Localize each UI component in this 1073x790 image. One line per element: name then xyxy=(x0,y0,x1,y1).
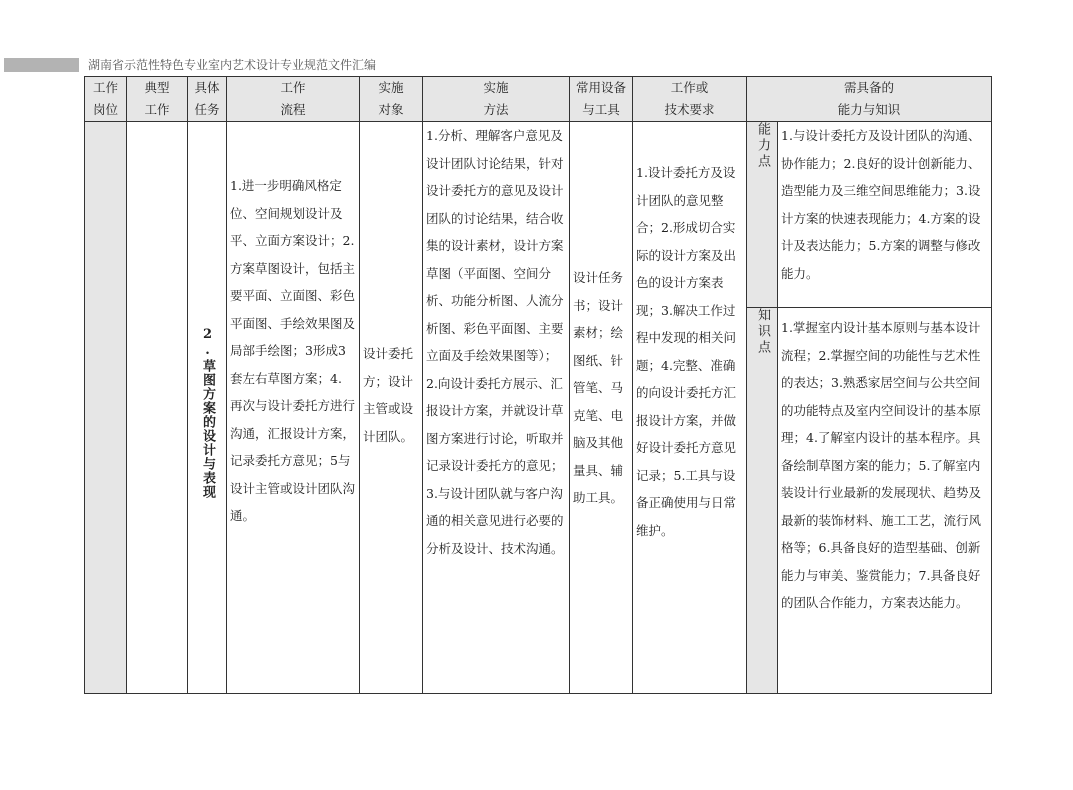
method-text: 1.分析、理解客户意见及设计团队讨论结果，针对设计委托方的意见及设计团队的讨论结果，结合收集的设计素材，设计方案草图（平面图、空间分析、功能分析图、人流分析图、彩色平面图、主要立面及手绘效果图等）；2.向设计委托方展示、汇报设计方案，并就设计草图方案进行讨论，听取并记录设计委托方的意见；3.与设计团队就与客户沟通的相关意见进行必要的分析及设计、技术沟通。 xyxy=(426,128,564,556)
task-label: 2.草图方案的设计与表现 xyxy=(200,327,215,499)
cell-ability-label xyxy=(747,122,778,308)
table-row xyxy=(85,122,992,308)
work-process-table xyxy=(84,76,992,694)
col-header-task: 具体 任务 xyxy=(188,77,227,122)
col-header-flow: 工作 流程 xyxy=(227,77,360,122)
col-header-typical-work: 典型 工作 xyxy=(127,77,188,122)
cell-knowledge xyxy=(778,308,992,694)
target-text: 设计委托方；设计主管或设计团队。 xyxy=(363,346,414,444)
tools-text: 设计任务书；设计素材；绘图纸、针管笔、马克笔、电脑及其他量具、辅助工具。 xyxy=(573,270,624,505)
document-header-title: 湖南省示范性特色专业室内艺术设计专业规范文件汇编 xyxy=(88,58,377,72)
cell-target xyxy=(360,122,423,694)
cell-ability xyxy=(778,122,992,308)
cell-knowledge-label xyxy=(747,308,778,694)
cell-typical-work xyxy=(127,122,188,694)
col-header-requirements: 工作或 技术要求 xyxy=(633,77,747,122)
requirements-text: 1.设计委托方及设计团队的意见整合；2.形成切合实际的设计方案及出色的设计方案表现；3.解决工作过程中发现的相关问题；4.完整、准确的向设计委托方汇报设计方案，并做好设计委托方意见记录；5.工具与设备正确使用与日常维护。 xyxy=(636,165,737,538)
knowledge-label: 知识点 xyxy=(755,308,770,356)
cell-requirements xyxy=(633,122,747,694)
ability-text: 1.与设计委托方及设计团队的沟通、协作能力；2.良好的设计创新能力、造型能力及三维空间思维能力；3.设计方案的快速表现能力；4.方案的设计及表达能力；5.方案的调整与修改能力。 xyxy=(781,128,981,281)
col-header-target: 实施 对象 xyxy=(360,77,423,122)
col-header-ability-knowledge: 需具备的 能力与知识 xyxy=(747,77,992,122)
flow-text: 1.进一步明确风格定位、空间规划设计及平、立面方案设计；2. 方案草图设计，包括主要平面、立面图、彩色平面图、手绘效果图及局部手绘图；3形成3套左右草图方案；4. 再次与设计委托方进行沟通，汇报设计方案，记录委托方意见；5与设计主管或设计团队沟通。 xyxy=(230,178,356,523)
cell-task xyxy=(188,122,227,694)
knowledge-text: 1.掌握室内设计基本原则与基本设计流程；2.掌握空间的功能性与艺术性的表达；3.熟悉家居空间与公共空间的功能特点及室内空间设计的基本原理；4.了解室内设计的基本程序。具备绘制草图方案的能力；5.了解室内装设计行业最新的发展现状、趋势及最新的装饰材料、施工工艺，流行风格等；6.具备良好的造型基础、创新能力与审美、鉴赏能力；7.具备良好的团队合作能力，方案表达能力。 xyxy=(781,320,982,610)
header-accent-bar xyxy=(4,58,79,72)
cell-position xyxy=(85,122,127,694)
cell-tools xyxy=(570,122,633,694)
table-header-row xyxy=(85,77,992,122)
col-header-position: 工作 岗位 xyxy=(85,77,127,122)
ability-label: 能力点 xyxy=(755,122,770,170)
col-header-method: 实施 方法 xyxy=(423,77,570,122)
cell-method xyxy=(423,122,570,694)
cell-flow xyxy=(227,122,360,694)
col-header-tools: 常用设备 与工具 xyxy=(570,77,633,122)
